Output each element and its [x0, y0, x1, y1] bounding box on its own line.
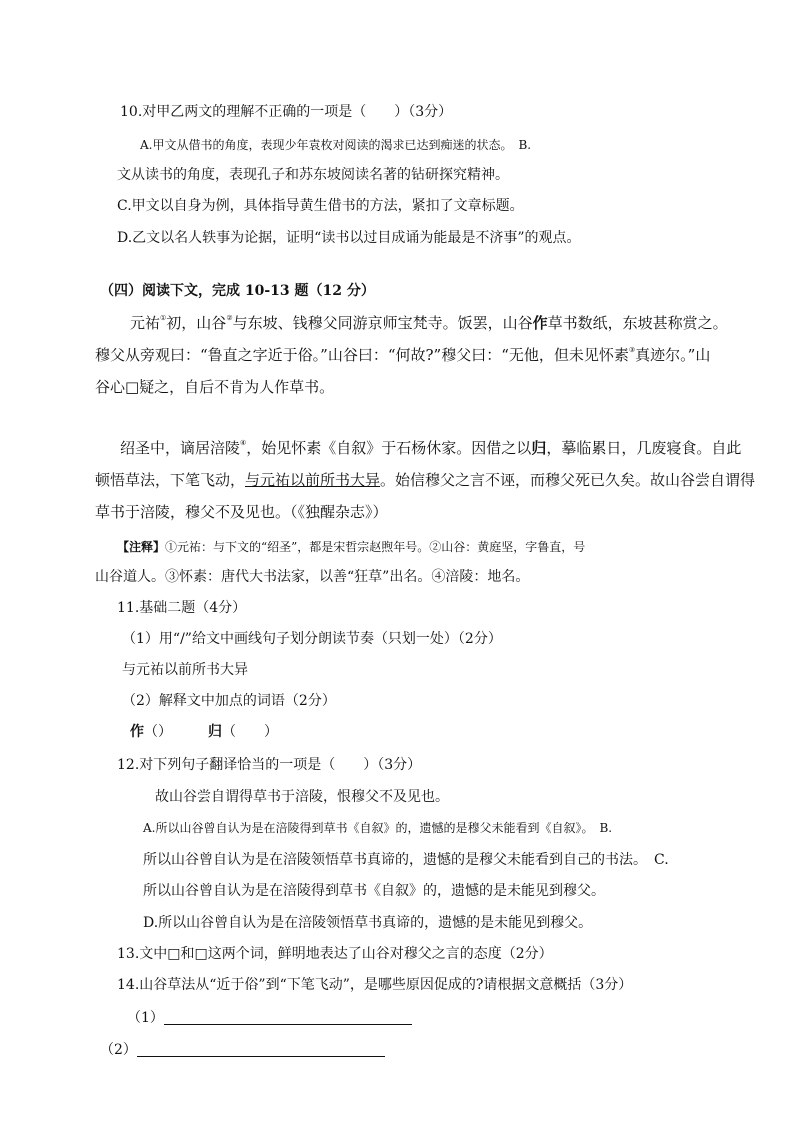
passage-text: 。始信穆父之言不诬，而穆父死已久矣。故山谷尝自谓得 [380, 471, 756, 489]
q14-answer-2 [100, 1040, 385, 1060]
passage-text: 真迹尔。”山 [635, 346, 711, 364]
q11-sub2: （2）解释文中加点的词语（2分） [122, 693, 336, 709]
dotted-word-gui: 归 [531, 439, 547, 457]
q12-option-a: A.所以山谷曾自认为是在涪陵得到草书《自叙》的，遗憾的是穆父未能看到《自叙》。 B. [143, 821, 613, 835]
passage-text: 元祐 [130, 314, 161, 332]
q10-option-b: 文从读书的角度，表现孔子和苏东坡阅读名著的钻研探究精神。 [117, 167, 509, 183]
passage-text: 顿悟草法，下笔飞动， [95, 471, 246, 489]
q12-option-d: D.所以山谷曾自认为是在涪陵领悟草书真谛的，遗憾的是未能见到穆父。 [143, 915, 593, 931]
answer-label-2: （2） [100, 1042, 137, 1058]
passage-line-1: 元祐①初，山谷②与东坡、钱穆父同游京师宝梵寺。饭罢，山谷作草书数纸，东坡甚称赏之。 [130, 314, 728, 332]
q12-option-c: 所以山谷曾自认为是在涪陵得到草书《自叙》的，遗憾的是未能见到穆父。 [143, 883, 605, 899]
passage-line-2: 穆父从旁观曰：“鲁直之字近于俗。”山谷曰：“何故?”穆父曰：“无他，但未见怀素③真迹尔。”山 [95, 346, 711, 364]
passage-text: 草书数纸，东坡甚称赏之。 [547, 314, 728, 332]
underlined-sentence: 与元祐以前所书大异 [245, 471, 381, 489]
q11-sub1-sentence: 与元祐以前所书大异 [122, 662, 248, 678]
passage-line-3: 谷心□疑之，自后不肯为人作草书。 [95, 378, 335, 396]
notes-label: 【注释】 [117, 540, 166, 554]
passage-text: 穆父从旁观曰：“鲁直之字近于俗。”山谷曰：“何故?”穆父曰：“无他，但未见怀素 [95, 346, 629, 364]
q11-words [130, 722, 278, 742]
passage-line-4: 绍圣中，谪居涪陵④，始见怀素《自叙》于石杨休家。因借之以归，摹临累日，几废寝食。自此 [120, 439, 742, 457]
q12-stem: 12.对下列句子翻译恰当的一项是（ ）（3分） [117, 757, 422, 773]
word-zuo: 作 [130, 724, 144, 740]
q10-option-d: D.乙文以名人轶事为论据，证明“读书以过目成诵为能最是不济事”的观点。 [117, 230, 581, 246]
q14-stem: 14.山谷草法从“近于俗”到“下笔飞动”，是哪些原因促成的?请根据文意概括（3分） [117, 977, 633, 993]
q11-stem: 11.基础二题（4分） [117, 600, 247, 616]
passage-line-5 [95, 470, 755, 490]
q11-sub1: （1）用“/”给文中画线句子划分朗读节奏（只划一处）（2分） [122, 631, 502, 647]
notes-line-2: 山谷道人。③怀素：唐代大书法家，以善“狂草”出名。④涪陵：地名。 [95, 569, 530, 585]
dotted-word-zuo: 作 [532, 314, 548, 332]
notes-text: ①元祐：与下文的“绍圣”，都是宋哲宗赵煦年号。②山谷：黄庭坚，字鲁直，号 [165, 540, 586, 554]
answer-line-2[interactable] [137, 1042, 385, 1057]
passage-text: ，摹临累日，几废寝食。自此 [546, 439, 742, 457]
q13-stem: 13.文中□和□这两个词，鲜明地表达了山谷对穆父之言的态度（2分） [117, 946, 553, 962]
q14-answer-1 [127, 1008, 412, 1028]
passage-text: ，始见怀素《自叙》于石杨休家。因借之以 [246, 439, 532, 457]
q12-sentence: 故山谷尝自谓得草书于涪陵，恨穆父不及见也。 [155, 789, 449, 805]
section-heading: （四）阅读下文，完成 10-13 题（12 分） [100, 283, 375, 299]
q12-option-b: 所以山谷曾自认为是在涪陵领悟草书真谛的，遗憾的是穆父未能看到自己的书法。 C. [143, 852, 669, 868]
passage-line-6: 草书于涪陵，穆父不及见也。（《独醒杂志》） [95, 503, 388, 521]
answer-line-1[interactable] [164, 1010, 412, 1025]
q10-stem: 10.对甲乙两文的理解不正确的一项是（ ）（3分） [120, 104, 453, 120]
q10-option-c: C.甲文以自身为例，具体指导黄生借书的方法，紧扣了文章标题。 [117, 198, 524, 214]
answer-paren-2[interactable]: （ ） [222, 724, 278, 740]
passage-text: 绍圣中，谪居涪陵 [120, 439, 241, 457]
word-gui: 归 [208, 724, 222, 740]
passage-text: 初，山谷 [166, 314, 227, 332]
answer-label-1: （1） [127, 1010, 164, 1026]
q10-option-a: A.甲文从借书的角度，表现少年袁枚对阅读的渴求已达到痴迷的状态。 B. [140, 138, 532, 152]
passage-text: 与东坡、钱穆父同游京师宝梵寺。饭罢，山谷 [232, 314, 533, 332]
notes-line-1 [117, 537, 585, 557]
answer-paren-1[interactable]: （） [144, 724, 172, 740]
